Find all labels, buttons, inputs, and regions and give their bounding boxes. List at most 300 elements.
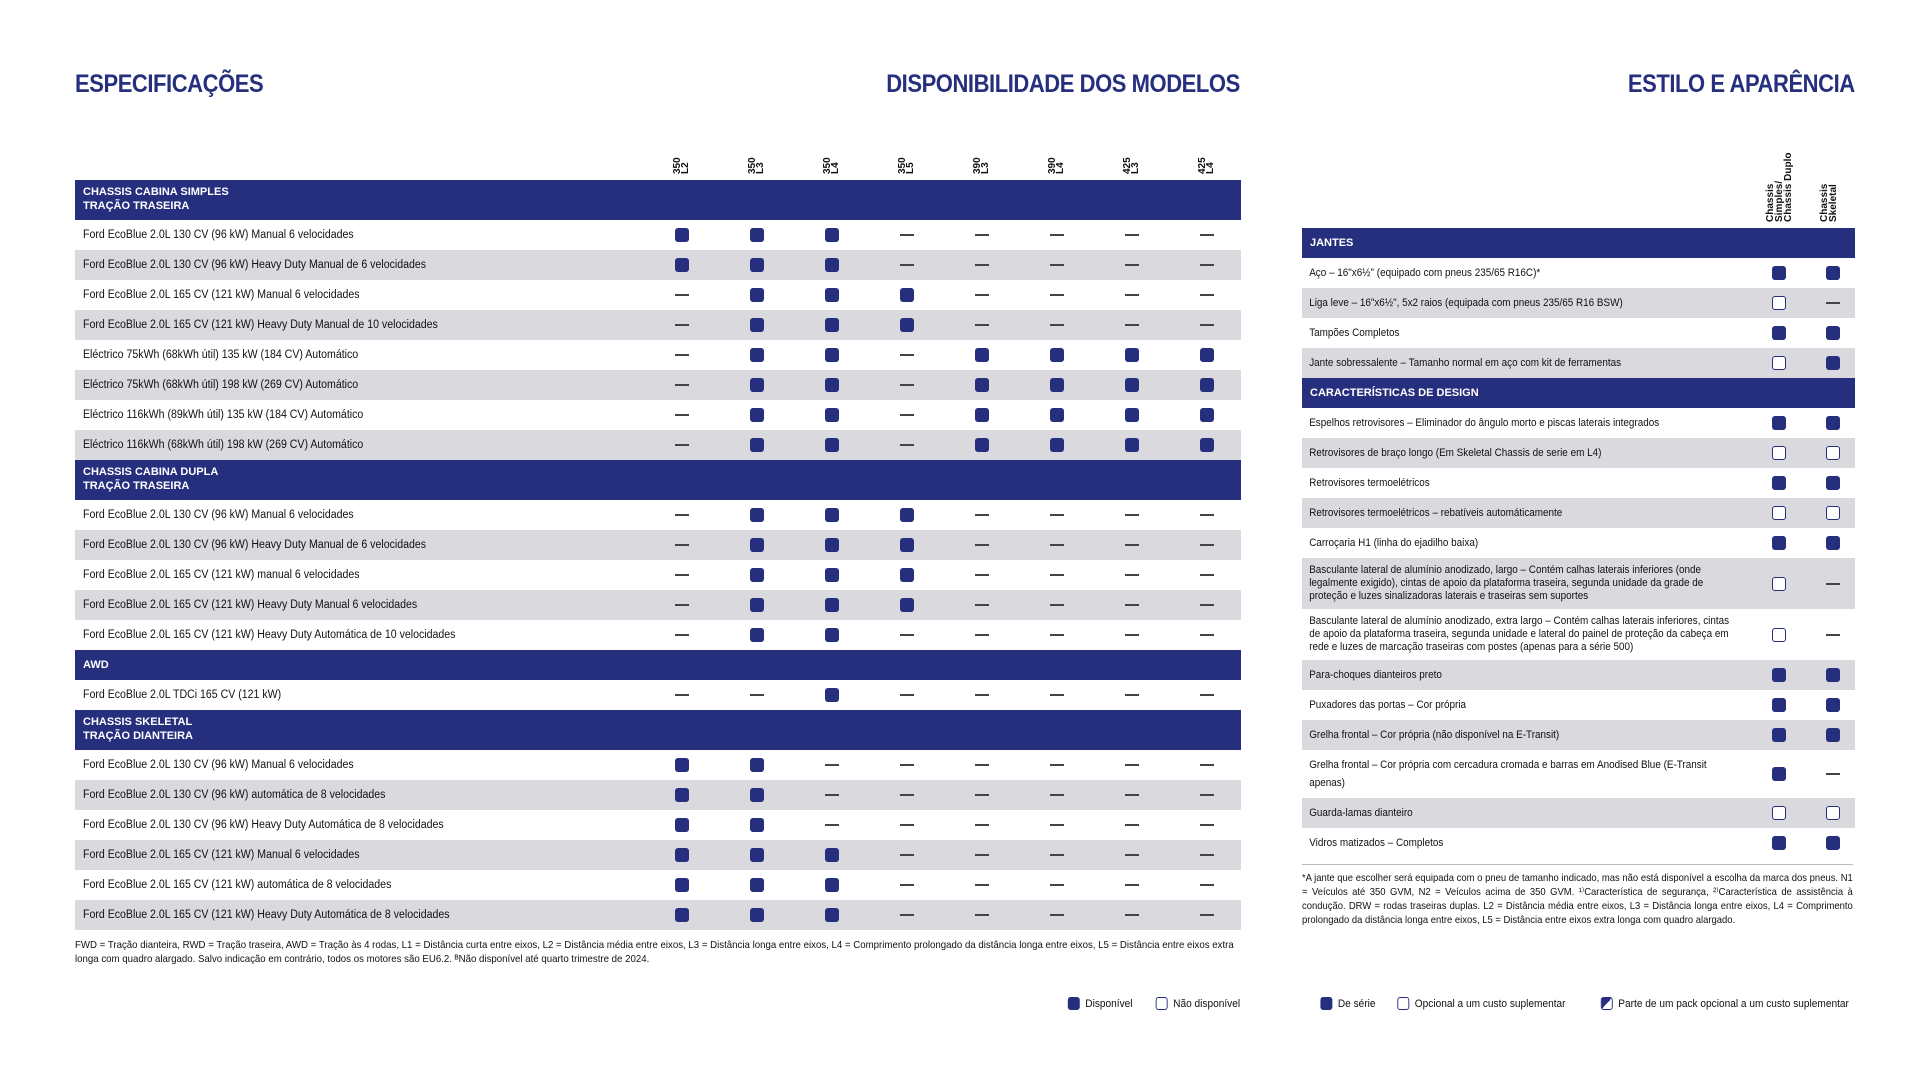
dash-icon <box>1050 634 1064 636</box>
dash-icon <box>1050 694 1064 696</box>
legend-standard <box>1320 997 1375 1010</box>
column-header: 425 L3 <box>1122 157 1141 174</box>
available-icon <box>675 758 689 772</box>
available-icon <box>825 538 839 552</box>
dash-icon <box>900 264 914 266</box>
dash-icon <box>1200 694 1214 696</box>
optional-icon <box>1826 506 1840 520</box>
row-label: Grelha frontal – Cor própria com cercadura cromada e barras em Anodised Blue (E-Transit apenas) <box>1309 759 1707 789</box>
table-row <box>75 370 1241 400</box>
column-headers <box>75 140 1241 180</box>
row-label: Ford EcoBlue 2.0L 130 CV (96 kW) Manual 6 velocidades <box>83 229 354 241</box>
row-label: Guarda-lamas dianteiro <box>1309 807 1413 819</box>
row-label: Ford EcoBlue 2.0L 130 CV (96 kW) Manual 6 velocidades <box>83 509 354 521</box>
dash-icon <box>675 514 689 516</box>
row-label: Ford EcoBlue 2.0L 165 CV (121 kW) automática de 8 velocidades <box>83 879 392 891</box>
available-icon <box>825 348 839 362</box>
dash-icon <box>975 824 989 826</box>
available-icon <box>750 568 764 582</box>
legend-standard-label: De série <box>1337 997 1376 1010</box>
available-icon <box>750 288 764 302</box>
available-icon <box>750 348 764 362</box>
legend-unavailable-label: Não disponível <box>1173 997 1241 1010</box>
table-row <box>1302 528 1855 558</box>
available-icon <box>825 258 839 272</box>
row-label: Ford EcoBlue 2.0L 165 CV (121 kW) Heavy Duty Automática de 8 velocidades <box>83 909 450 921</box>
available-icon <box>750 318 764 332</box>
row-label: Ford EcoBlue 2.0L 165 CV (121 kW) Heavy Duty Manual 6 velocidades <box>83 599 418 611</box>
row-label: Ford EcoBlue 2.0L 165 CV (121 kW) Heavy Duty Manual de 10 velocidades <box>83 319 438 331</box>
dash-icon <box>1200 324 1214 326</box>
available-icon <box>825 628 839 642</box>
available-icon <box>975 438 989 452</box>
standard-icon <box>1772 836 1786 850</box>
dash-icon <box>1125 294 1139 296</box>
dash-icon <box>1200 264 1214 266</box>
dash-icon <box>1200 914 1214 916</box>
dash-icon <box>825 794 839 796</box>
optional-icon <box>1772 356 1786 370</box>
dash-icon <box>1200 294 1214 296</box>
table-row <box>75 590 1241 620</box>
table-row <box>1302 408 1855 438</box>
table-row <box>75 840 1241 870</box>
dash-icon <box>1050 884 1064 886</box>
available-icon <box>1200 348 1214 362</box>
row-label: Eléctrico 75kWh (68kWh útil) 135 kW (184 CV) Automático <box>83 349 359 361</box>
section-header: JANTES <box>1302 228 1855 258</box>
row-label: Basculante lateral de alumínio anodizado, largo – Contém calhas laterais inferiores (onde legalmente exigido), cintas de apoio da plataforma traseira, segunda unidade da grade de proteção e luzes sinalizadoras laterais e traseiras sem suportes <box>1309 564 1704 602</box>
standard-icon <box>1772 326 1786 340</box>
dash-icon <box>1125 824 1139 826</box>
dash-icon <box>1050 574 1064 576</box>
available-icon <box>750 788 764 802</box>
available-icon <box>825 598 839 612</box>
standard-icon <box>1772 698 1786 712</box>
row-label: Ford EcoBlue 2.0L 165 CV (121 kW) Manual 6 velocidades <box>83 849 360 861</box>
legend-optional-label: Opcional a um custo suplementar <box>1414 997 1566 1010</box>
column-header: 350 L5 <box>897 157 916 174</box>
dash-icon <box>1200 604 1214 606</box>
dash-icon <box>975 324 989 326</box>
standard-icon <box>1772 266 1786 280</box>
standard-icon <box>1826 266 1840 280</box>
dash-icon <box>1050 604 1064 606</box>
dash-icon <box>975 234 989 236</box>
table-row <box>75 280 1241 310</box>
available-icon <box>1050 438 1064 452</box>
available-icon <box>975 348 989 362</box>
available-icon <box>675 908 689 922</box>
dash-icon <box>675 294 689 296</box>
dash-icon <box>900 634 914 636</box>
available-icon <box>1125 438 1139 452</box>
available-icon <box>750 598 764 612</box>
section-header: CHASSIS SKELETAL TRAÇÃO DIANTEIRA <box>75 710 1241 750</box>
optional-icon <box>1772 577 1786 591</box>
available-icon <box>1125 348 1139 362</box>
dash-icon <box>1050 764 1064 766</box>
dash-icon <box>1050 514 1064 516</box>
legend-optional <box>1397 997 1565 1010</box>
dash-icon <box>675 694 689 696</box>
table-row <box>1302 438 1855 468</box>
available-icon <box>900 318 914 332</box>
dash-icon <box>1826 773 1840 775</box>
available-icon <box>825 438 839 452</box>
standard-icon <box>1826 476 1840 490</box>
available-icon <box>1200 378 1214 392</box>
available-icon <box>825 908 839 922</box>
table-row <box>1302 558 1855 609</box>
column-header: 350 L3 <box>747 157 766 174</box>
available-icon <box>750 628 764 642</box>
availability-table <box>75 140 1241 966</box>
available-icon <box>675 788 689 802</box>
table-row <box>75 620 1241 650</box>
table-row <box>75 750 1241 780</box>
dash-icon <box>900 824 914 826</box>
available-icon <box>825 408 839 422</box>
optional-icon <box>1772 296 1786 310</box>
dash-icon <box>675 544 689 546</box>
standard-icon <box>1772 416 1786 430</box>
dash-icon <box>1200 764 1214 766</box>
table-row <box>1302 660 1855 690</box>
dash-icon <box>675 574 689 576</box>
dash-icon <box>1200 824 1214 826</box>
table-row <box>75 870 1241 900</box>
dash-icon <box>1050 914 1064 916</box>
dash-icon <box>900 694 914 696</box>
available-icon <box>675 818 689 832</box>
table-row <box>1302 288 1855 318</box>
dash-icon <box>1200 514 1214 516</box>
table-row <box>1302 720 1855 750</box>
column-header: 390 L4 <box>1047 157 1066 174</box>
available-icon <box>825 228 839 242</box>
dash-icon <box>675 634 689 636</box>
available-icon <box>1200 438 1214 452</box>
row-label: Eléctrico 116kWh (89kWh útil) 135 kW (184 CV) Automático <box>83 409 364 421</box>
table-row <box>75 220 1241 250</box>
dash-icon <box>1200 634 1214 636</box>
dash-icon <box>975 604 989 606</box>
available-icon <box>825 508 839 522</box>
dash-icon <box>900 384 914 386</box>
standard-icon <box>1826 836 1840 850</box>
optional-swatch-icon <box>1397 997 1409 1010</box>
row-label: Tampões Completos <box>1309 327 1400 339</box>
row-label: Puxadores das portas – Cor própria <box>1309 699 1467 711</box>
row-label: Retrovisores termoelétricos <box>1309 477 1430 489</box>
available-icon <box>750 818 764 832</box>
row-label: Retrovisores de braço longo (Em Skeletal Chassis de serie em L4) <box>1309 447 1602 459</box>
available-swatch-icon <box>1068 997 1080 1010</box>
available-icon <box>750 438 764 452</box>
legend-pack-label: Parte de um pack opcional a um custo suplementar <box>1618 997 1849 1010</box>
table-row <box>1302 498 1855 528</box>
dash-icon <box>975 884 989 886</box>
optional-icon <box>1772 628 1786 642</box>
section-header: CHASSIS CABINA SIMPLES TRAÇÃO TRASEIRA <box>75 180 1241 220</box>
available-icon <box>900 598 914 612</box>
abbreviations-footnote: FWD = Tração dianteira, RWD = Tração traseira, AWD = Tração às 4 rodas, L1 = Distância curta entre eixos, L2 = Distância média entre eixos, L3 = Distância longa entre eixos, L4 = Comprimento prolongado da distância longa entre eixos, L5 = Distância entre eixos extra longa com quadro alargado. Salvo indicação em contrário, todos os motores são EU6.2. ᴮNão disponível até quarto trimestre de 2024. <box>75 939 1234 965</box>
available-icon <box>825 288 839 302</box>
style-footnote: *A jante que escolher será equipada com o pneu de tamanho indicado, mas não está disponível a escolha da marca dos pneus. N1 = Veículos até 350 GVM, N2 = Veículos acima de 350 GVM. ¹⁾Característica de segurança, ²⁾Característica de assistência à condução. DRW = rodas traseiras duplas. L2 = Distância média entre eixos, L3 = Distância longa entre eixos, L4 = Comprimento prolongado da distância longa entre eixos, L5 = Distância entre eixos extra longa com quadro alargado. <box>1302 864 1853 927</box>
row-label: Eléctrico 116kWh (68kWh útil) 198 kW (269 CV) Automático <box>83 439 364 451</box>
dash-icon <box>825 764 839 766</box>
available-icon <box>825 378 839 392</box>
table-row <box>75 900 1241 930</box>
table-row <box>1302 468 1855 498</box>
dash-icon <box>1125 514 1139 516</box>
pack-swatch-icon <box>1601 997 1613 1010</box>
available-icon <box>675 848 689 862</box>
dash-icon <box>675 414 689 416</box>
dash-icon <box>900 794 914 796</box>
available-icon <box>750 878 764 892</box>
table-row <box>1302 690 1855 720</box>
standard-icon <box>1826 536 1840 550</box>
standard-icon <box>1826 416 1840 430</box>
table-row <box>75 780 1241 810</box>
availability-body <box>75 180 1241 930</box>
row-label: Jante sobressalente – Tamanho normal em aço com kit de ferramentas <box>1309 357 1622 369</box>
dash-icon <box>675 384 689 386</box>
section-header: AWD <box>75 650 1241 680</box>
legend-unavailable <box>1156 997 1240 1010</box>
available-icon <box>825 878 839 892</box>
dash-icon <box>975 294 989 296</box>
column-header: 390 L3 <box>972 157 991 174</box>
standard-icon <box>1772 476 1786 490</box>
row-label: Carroçaria H1 (linha do ejadilho baixa) <box>1309 537 1479 549</box>
dash-icon <box>1200 854 1214 856</box>
dash-icon <box>1125 264 1139 266</box>
dash-icon <box>1125 854 1139 856</box>
section-header: CHASSIS CABINA DUPLA TRAÇÃO TRASEIRA <box>75 460 1241 500</box>
dash-icon <box>1050 294 1064 296</box>
row-label: Ford EcoBlue 2.0L 165 CV (121 kW) Manual 6 velocidades <box>83 289 360 301</box>
row-label: Ford EcoBlue 2.0L TDCi 165 CV (121 kW) <box>83 689 282 701</box>
dash-icon <box>1200 574 1214 576</box>
dash-icon <box>1125 884 1139 886</box>
dash-icon <box>975 634 989 636</box>
table-row <box>75 810 1241 840</box>
available-icon <box>750 408 764 422</box>
dash-icon <box>900 854 914 856</box>
available-icon <box>825 318 839 332</box>
available-icon <box>900 288 914 302</box>
available-icon <box>675 878 689 892</box>
dash-icon <box>975 854 989 856</box>
row-label: Ford EcoBlue 2.0L 165 CV (121 kW) Heavy Duty Automática de 10 velocidades <box>83 629 456 641</box>
dash-icon <box>1826 583 1840 585</box>
available-icon <box>900 508 914 522</box>
dash-icon <box>675 604 689 606</box>
row-label: Ford EcoBlue 2.0L 130 CV (96 kW) Heavy Duty Manual de 6 velocidades <box>83 259 427 271</box>
style-table <box>1302 150 1855 927</box>
section-header: CARACTERÍSTICAS DE DESIGN <box>1302 378 1855 408</box>
table-row <box>1302 318 1855 348</box>
table-row <box>75 530 1241 560</box>
style-column-header: Chassis Skeletal <box>1819 183 1839 222</box>
legend-available-label: Disponível <box>1085 997 1133 1010</box>
row-label: Ford EcoBlue 2.0L 165 CV (121 kW) manual 6 velocidades <box>83 569 360 581</box>
row-label: Retrovisores termoelétricos – rebatíveis automáticamente <box>1309 507 1563 519</box>
row-label: Ford EcoBlue 2.0L 130 CV (96 kW) Heavy Duty Automática de 8 velocidades <box>83 819 444 831</box>
dash-icon <box>900 444 914 446</box>
available-icon <box>1050 408 1064 422</box>
row-label: Liga leve – 16"x6½", 5x2 raios (equipada com pneus 235/65 R16 BSW) <box>1309 297 1623 309</box>
dash-icon <box>1125 604 1139 606</box>
dash-icon <box>1050 854 1064 856</box>
dash-icon <box>1125 574 1139 576</box>
table-row <box>1302 609 1855 660</box>
dash-icon <box>975 264 989 266</box>
dash-icon <box>1125 234 1139 236</box>
dash-icon <box>975 544 989 546</box>
available-icon <box>1125 378 1139 392</box>
optional-icon <box>1826 806 1840 820</box>
dash-icon <box>1050 824 1064 826</box>
dash-icon <box>1125 794 1139 796</box>
dash-icon <box>1200 794 1214 796</box>
dash-icon <box>900 414 914 416</box>
dash-icon <box>1125 324 1139 326</box>
table-row <box>75 500 1241 530</box>
available-icon <box>675 258 689 272</box>
row-label: Para-choques dianteiros preto <box>1309 669 1442 681</box>
dash-icon <box>675 354 689 356</box>
available-icon <box>675 228 689 242</box>
table-row <box>75 430 1241 460</box>
optional-icon <box>1772 806 1786 820</box>
dash-icon <box>1826 302 1840 304</box>
dash-icon <box>1200 544 1214 546</box>
dash-icon <box>1050 324 1064 326</box>
available-icon <box>750 258 764 272</box>
dash-icon <box>1050 264 1064 266</box>
dash-icon <box>1125 764 1139 766</box>
legend-available <box>1068 997 1133 1010</box>
row-label: Basculante lateral de alumínio anodizado, extra largo – Contém calhas laterais inferiores, cintas de apoio da plataforma traseira, segunda unidade e lateral do painel de proteção da cabeça em rede e luzes de marcação traseiras com postes (apenas para a série 500) <box>1309 615 1730 653</box>
table-row <box>75 250 1241 280</box>
column-header: 350 L4 <box>822 157 841 174</box>
dash-icon <box>900 914 914 916</box>
dash-icon <box>975 914 989 916</box>
table-row <box>1302 348 1855 378</box>
dash-icon <box>1200 884 1214 886</box>
column-header: 425 L4 <box>1197 157 1216 174</box>
style-column-headers <box>1302 150 1855 228</box>
dash-icon <box>975 764 989 766</box>
column-header: 350 L2 <box>672 157 691 174</box>
dash-icon <box>1050 234 1064 236</box>
table-row <box>75 310 1241 340</box>
optional-icon <box>1772 506 1786 520</box>
dash-icon <box>1125 914 1139 916</box>
style-body <box>1302 228 1855 858</box>
dash-icon <box>975 794 989 796</box>
available-icon <box>1050 378 1064 392</box>
dash-icon <box>900 234 914 236</box>
dash-icon <box>825 824 839 826</box>
dash-icon <box>900 354 914 356</box>
table-row <box>75 560 1241 590</box>
dash-icon <box>1125 694 1139 696</box>
table-row <box>75 340 1241 370</box>
dash-icon <box>1826 634 1840 636</box>
row-label: Espelhos retrovisores – Eliminador do ângulo morto e piscas laterais integrados <box>1309 417 1660 429</box>
row-label: Ford EcoBlue 2.0L 130 CV (96 kW) Manual 6 velocidades <box>83 759 354 771</box>
available-icon <box>825 848 839 862</box>
standard-icon <box>1772 728 1786 742</box>
unavailable-swatch-icon <box>1156 997 1168 1010</box>
available-icon <box>1200 408 1214 422</box>
dash-icon <box>1125 544 1139 546</box>
table-row <box>1302 828 1855 858</box>
standard-swatch-icon <box>1320 997 1332 1010</box>
row-label: Ford EcoBlue 2.0L 130 CV (96 kW) automática de 8 velocidades <box>83 789 386 801</box>
standard-icon <box>1826 698 1840 712</box>
available-icon <box>825 568 839 582</box>
dash-icon <box>900 884 914 886</box>
standard-icon <box>1772 668 1786 682</box>
standard-icon <box>1826 728 1840 742</box>
title-specifications: ESPECIFICAÇÕES <box>75 70 264 98</box>
standard-icon <box>1826 326 1840 340</box>
dash-icon <box>675 324 689 326</box>
style-column-header: Chassis Simples/ Chassis Duplo <box>1765 152 1794 222</box>
standard-icon <box>1826 356 1840 370</box>
dash-icon <box>900 764 914 766</box>
available-icon <box>900 538 914 552</box>
legend-pack <box>1601 997 1849 1010</box>
dash-icon <box>975 694 989 696</box>
available-icon <box>750 848 764 862</box>
row-label: Grelha frontal – Cor própria (não disponível na E-Transit) <box>1309 729 1560 741</box>
table-row <box>1302 750 1855 798</box>
dash-icon <box>750 694 764 696</box>
table-row <box>75 400 1241 430</box>
title-style-appearance: ESTILO E APARÊNCIA <box>1628 70 1855 98</box>
optional-icon <box>1826 446 1840 460</box>
available-icon <box>1050 348 1064 362</box>
dash-icon <box>975 574 989 576</box>
standard-icon <box>1826 668 1840 682</box>
row-label: Ford EcoBlue 2.0L 130 CV (96 kW) Heavy Duty Manual de 6 velocidades <box>83 539 427 551</box>
available-icon <box>750 538 764 552</box>
row-label: Eléctrico 75kWh (68kWh útil) 198 kW (269 CV) Automático <box>83 379 359 391</box>
dash-icon <box>1200 234 1214 236</box>
available-icon <box>975 378 989 392</box>
optional-icon <box>1772 446 1786 460</box>
available-icon <box>750 378 764 392</box>
available-icon <box>825 688 839 702</box>
standard-icon <box>1772 767 1786 781</box>
dash-icon <box>1050 544 1064 546</box>
available-icon <box>900 568 914 582</box>
available-icon <box>750 228 764 242</box>
table-row <box>75 680 1241 710</box>
row-label: Aço – 16"x6½" (equipado com pneus 235/65 R16C)* <box>1309 267 1541 279</box>
table-row <box>1302 798 1855 828</box>
row-label: Vidros matizados – Completos <box>1309 837 1444 849</box>
dash-icon <box>1125 634 1139 636</box>
available-icon <box>975 408 989 422</box>
